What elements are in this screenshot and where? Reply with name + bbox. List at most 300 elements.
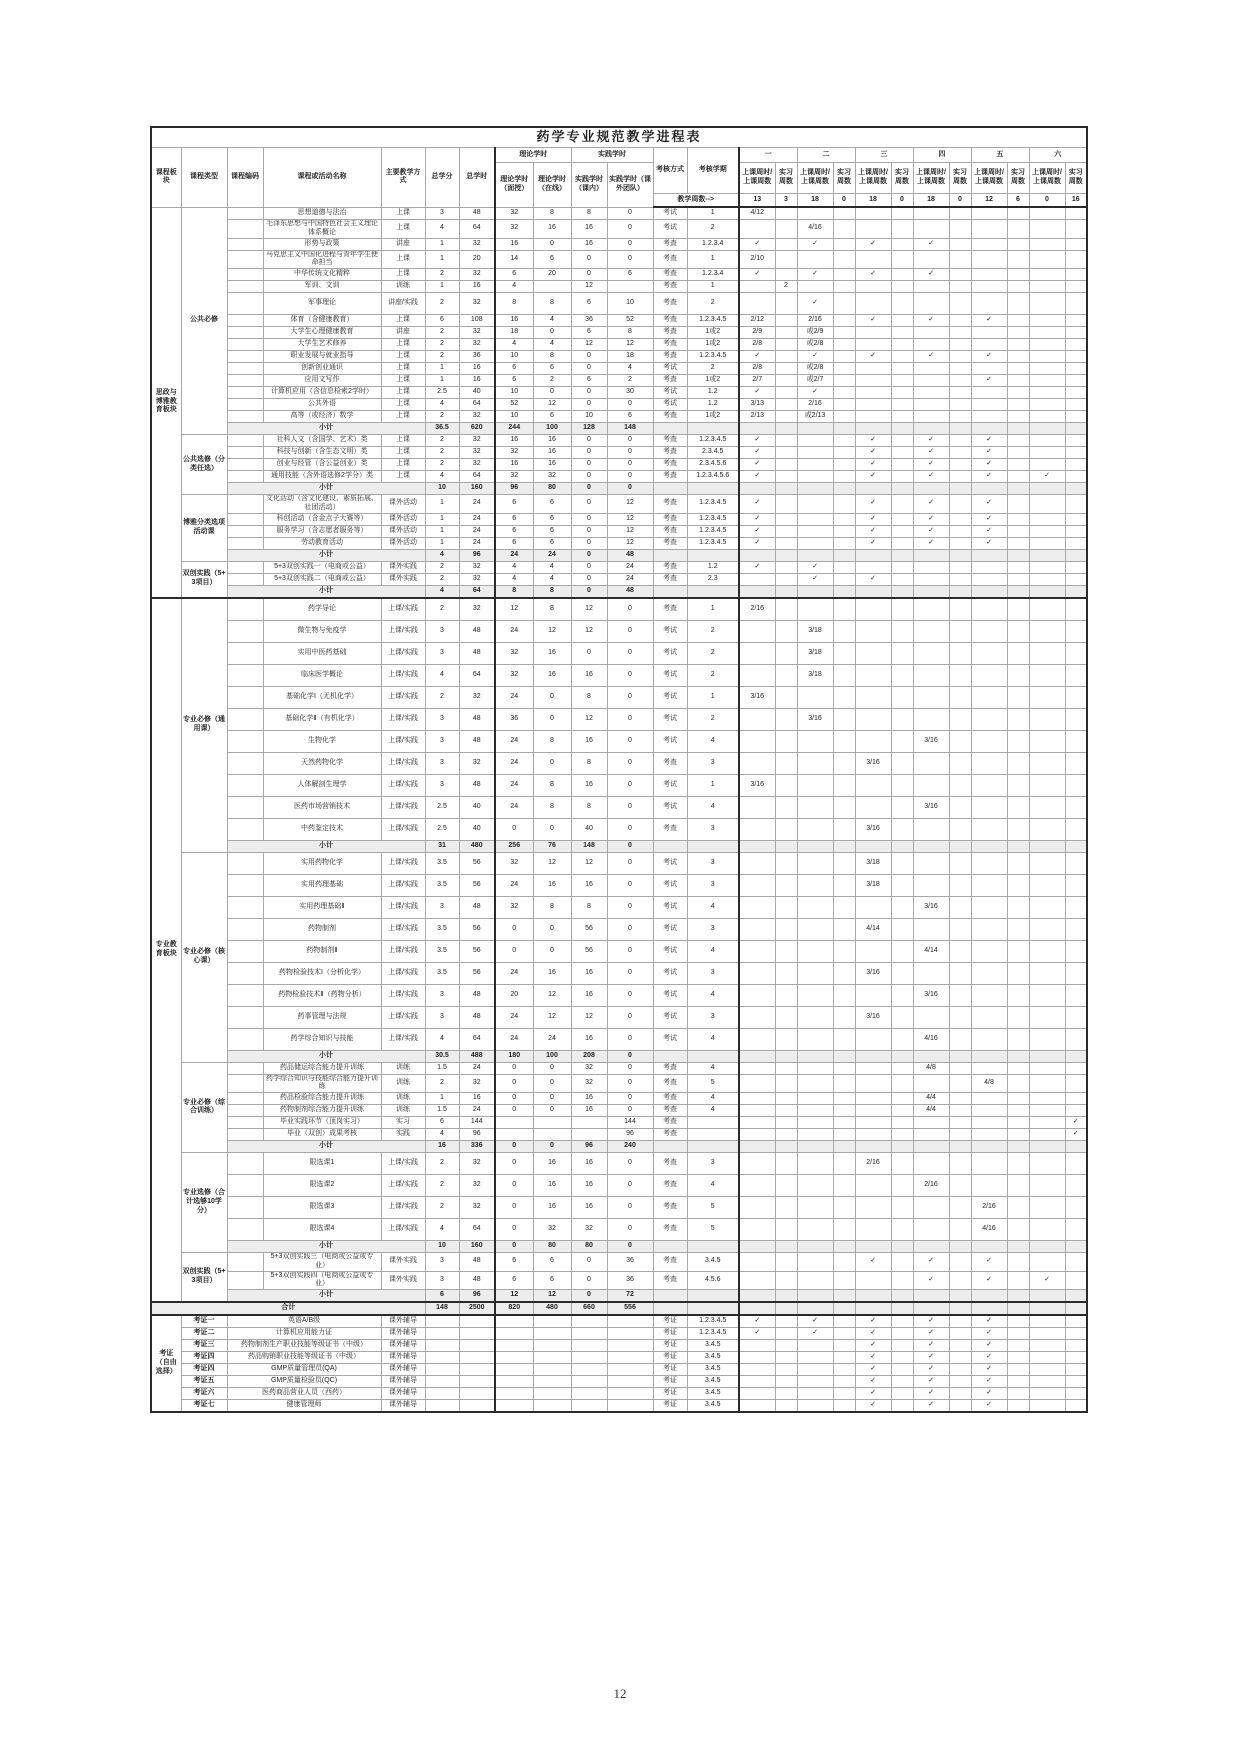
- course-code-cell: [227, 351, 263, 363]
- hours-detail-cell: 16: [533, 220, 571, 239]
- credit-cell: 3: [425, 752, 459, 774]
- hours-detail-cell: 12: [571, 620, 607, 642]
- sem-class-cell: [739, 664, 775, 686]
- cert-row: [151, 1376, 1087, 1388]
- hours-cell: 16: [459, 363, 495, 375]
- hours-detail-cell: 52: [495, 399, 533, 411]
- hours-detail-cell: 16: [571, 1028, 607, 1050]
- type-cell: 公共选修（分类任选）: [181, 435, 227, 495]
- sem-intern-cell: [891, 598, 913, 621]
- sem-intern-cell: [1065, 1141, 1087, 1153]
- hours-detail-cell: 0: [607, 1093, 653, 1105]
- sem-intern-cell: [949, 730, 971, 752]
- sem-intern-cell: [833, 387, 855, 399]
- sem-intern-cell: [891, 585, 913, 598]
- cert-row: [151, 1400, 1087, 1413]
- sem-class-cell: [1029, 220, 1065, 239]
- hours-detail-cell: 72: [607, 1290, 653, 1303]
- method-cell: 课外辅导: [381, 1376, 425, 1388]
- subcol-intern-weeks-6: 实习周数: [1065, 163, 1087, 194]
- assess-cell: 考查: [653, 1105, 687, 1117]
- sem-class-cell: 或2/7: [797, 375, 833, 387]
- hours-detail-cell: 244: [495, 423, 533, 435]
- hours-cell: [459, 1340, 495, 1352]
- assess-cell: 考查: [653, 525, 687, 537]
- schedule-table-wrapper: [150, 126, 1088, 1413]
- sem-class-cell: [855, 411, 891, 423]
- course-row: [151, 774, 1087, 796]
- sem-intern-cell: [949, 1129, 971, 1141]
- sem-intern-cell: [833, 1050, 855, 1062]
- type-cell: 专业选修（合计选够10学分）: [181, 1153, 227, 1253]
- credit-cell: 1.5: [425, 1062, 459, 1074]
- assess-cell: 考试: [653, 962, 687, 984]
- assess-cell: [653, 585, 687, 598]
- sem-class-cell: [739, 642, 775, 664]
- credit-cell: 1: [425, 513, 459, 525]
- sem-intern-cell: [833, 1006, 855, 1028]
- hours-detail-cell: 56: [571, 918, 607, 940]
- course-code-cell: [227, 686, 263, 708]
- hours-cell: 2500: [459, 1302, 495, 1315]
- subtotal-label: 小计: [227, 1290, 425, 1303]
- sem-class-cell: [1029, 327, 1065, 339]
- sem-class-cell: [739, 1253, 775, 1272]
- hours-detail-cell: 0: [571, 483, 607, 495]
- sem-intern-cell: [949, 1376, 971, 1388]
- course-name: 5+3双创实践一（电商或公益）: [263, 561, 381, 573]
- term-cell: 4: [687, 1093, 739, 1105]
- assess-cell: 考证: [653, 1352, 687, 1364]
- sem-intern-cell: [833, 1129, 855, 1141]
- course-code-cell: [227, 1062, 263, 1074]
- hours-detail-cell: 0: [533, 686, 571, 708]
- course-code-cell: [227, 664, 263, 686]
- check-icon: ✓: [971, 459, 1007, 471]
- sem-intern-cell: [949, 238, 971, 250]
- sem-intern-cell: [1007, 269, 1029, 281]
- hours-cell: 56: [459, 874, 495, 896]
- col-header-theory-f2f: 理论学时（面授）: [495, 163, 533, 208]
- sem-intern-cell: [833, 1117, 855, 1129]
- sem-class-cell: [797, 1153, 833, 1175]
- type-cell: 双创实践（5+3项目）: [181, 561, 227, 598]
- credit-cell: 6: [425, 1290, 459, 1303]
- sem-class-cell: [1029, 620, 1065, 642]
- sem-class-cell: [913, 585, 949, 598]
- sem-intern-cell: [891, 1117, 913, 1129]
- term-cell: 2: [687, 220, 739, 239]
- sem-class-cell: [739, 1388, 775, 1400]
- sem-class-cell: [797, 250, 833, 269]
- cert-type-cell: 考证二: [181, 1328, 227, 1340]
- sem-intern-cell: [949, 852, 971, 874]
- sem-class-cell: [1029, 984, 1065, 1006]
- hours-detail-cell: 208: [571, 1050, 607, 1062]
- hours-detail-cell: 16: [533, 1153, 571, 1175]
- course-row: [151, 1105, 1087, 1117]
- course-code-cell: [227, 435, 263, 447]
- sem-class-cell: [1029, 250, 1065, 269]
- hours-detail-cell: 16: [571, 774, 607, 796]
- sem-class-cell: 2/16: [971, 1197, 1007, 1219]
- check-icon: ✓: [797, 1315, 833, 1328]
- col-header-type: 课程类型: [181, 148, 227, 208]
- course-row: [151, 238, 1087, 250]
- sem-class-cell: [1029, 1302, 1065, 1315]
- hours-detail-cell: 24: [607, 561, 653, 573]
- sem-class-cell: 2/9: [739, 327, 775, 339]
- sem-intern-cell: [1065, 1050, 1087, 1062]
- method-cell: 上课: [381, 363, 425, 375]
- sem-class-cell: [855, 664, 891, 686]
- type-cell: 专业必修（核心课）: [181, 852, 227, 1062]
- course-row: [151, 1153, 1087, 1175]
- assess-cell: 考查: [653, 1271, 687, 1290]
- hours-detail-cell: 24: [495, 962, 533, 984]
- hours-cell: 32: [459, 1175, 495, 1197]
- sem-intern-cell: [949, 752, 971, 774]
- course-row: [151, 537, 1087, 549]
- sem-class-cell: [1029, 896, 1065, 918]
- course-name: 药物检验技术Ⅱ（药物分析）: [263, 984, 381, 1006]
- sem-class-cell: [855, 1074, 891, 1093]
- sem-intern-cell: [833, 327, 855, 339]
- hours-detail-cell: 0: [495, 1062, 533, 1074]
- sem-class-cell: [739, 796, 775, 818]
- course-code-cell: [227, 387, 263, 399]
- sem-intern-cell: [1065, 549, 1087, 561]
- sem-class-cell: [913, 207, 949, 220]
- sem-intern-cell: [1065, 447, 1087, 459]
- term-cell: [687, 549, 739, 561]
- check-icon: ✓: [739, 495, 775, 514]
- sem-intern-cell: [891, 537, 913, 549]
- subcol-intern-weeks-1: 实习周数: [775, 163, 797, 194]
- sem-intern-cell: [775, 423, 797, 435]
- method-cell: 课外实践: [381, 561, 425, 573]
- sem-class-cell: [797, 1093, 833, 1105]
- hours-detail-cell: 32: [495, 642, 533, 664]
- sem-class-cell: [797, 686, 833, 708]
- sem-intern-cell: [775, 962, 797, 984]
- hours-detail-cell: 4: [495, 339, 533, 351]
- sem-intern-cell: [891, 411, 913, 423]
- hours-detail-cell: [533, 1328, 571, 1340]
- sem-class-cell: [739, 818, 775, 840]
- sem-class-cell: [739, 840, 775, 852]
- sem-intern-cell: [1065, 1175, 1087, 1197]
- sem-intern-cell: [833, 796, 855, 818]
- sem-intern-cell: [949, 387, 971, 399]
- hours-cell: [459, 1400, 495, 1413]
- hours-detail-cell: 0: [607, 774, 653, 796]
- sem-intern-cell: [775, 483, 797, 495]
- course-row: [151, 896, 1087, 918]
- hours-detail-cell: 12: [533, 620, 571, 642]
- sem-class-cell: [913, 363, 949, 375]
- check-icon: ✓: [855, 1328, 891, 1340]
- check-icon: ✓: [739, 525, 775, 537]
- check-icon: ✓: [913, 495, 949, 514]
- sem-intern-cell: [949, 363, 971, 375]
- hours-detail-cell: 6: [533, 363, 571, 375]
- course-row: [151, 471, 1087, 483]
- assess-cell: 考查: [653, 327, 687, 339]
- hours-cell: 32: [459, 238, 495, 250]
- sem-intern-cell: [833, 752, 855, 774]
- credit-cell: 1: [425, 375, 459, 387]
- method-cell: 上课/实践: [381, 620, 425, 642]
- subcol-class-weeks-6: 上课周时/上课周数: [1029, 163, 1065, 194]
- sem-intern-cell: [891, 327, 913, 339]
- credit-cell: 3.5: [425, 918, 459, 940]
- hours-detail-cell: 30: [607, 387, 653, 399]
- sem-intern-cell: [949, 686, 971, 708]
- sem-class-cell: [1029, 269, 1065, 281]
- sem-intern-cell: [1007, 1129, 1029, 1141]
- hours-detail-cell: 0: [571, 363, 607, 375]
- sem-intern-cell: [1065, 423, 1087, 435]
- cert-type-cell: 考证四: [181, 1352, 227, 1364]
- credit-cell: 1: [425, 238, 459, 250]
- cert-name: GMP质量检验员(QC): [227, 1376, 381, 1388]
- sem-intern-cell: [775, 840, 797, 852]
- sem-class-cell: 或2/9: [797, 327, 833, 339]
- method-cell: 上课/实践: [381, 852, 425, 874]
- method-cell: 训练: [381, 1062, 425, 1074]
- assess-cell: 考试: [653, 896, 687, 918]
- sem-class-cell: [797, 1129, 833, 1141]
- course-code-cell: [227, 238, 263, 250]
- term-cell: 1或2: [687, 411, 739, 423]
- hours-detail-cell: 0: [533, 1141, 571, 1153]
- assess-cell: [653, 1302, 687, 1315]
- sem-intern-cell: [891, 1062, 913, 1074]
- course-row: [151, 1253, 1087, 1272]
- assess-cell: 考查: [653, 513, 687, 525]
- hours-detail-cell: 10: [571, 411, 607, 423]
- method-cell: 实习: [381, 1117, 425, 1129]
- sem-class-cell: [913, 1006, 949, 1028]
- hours-detail-cell: 32: [495, 207, 533, 220]
- sem-intern-cell: [891, 293, 913, 315]
- hours-detail-cell: [607, 1364, 653, 1376]
- hours-detail-cell: 0: [607, 1074, 653, 1093]
- course-code-cell: [227, 818, 263, 840]
- hours-detail-cell: 12: [533, 1290, 571, 1303]
- sem-class-cell: [797, 513, 833, 525]
- check-icon: ✓: [797, 269, 833, 281]
- sem-class-cell: [739, 1175, 775, 1197]
- check-icon: ✓: [913, 459, 949, 471]
- sem-class-cell: [971, 1028, 1007, 1050]
- sem-intern-cell: [949, 423, 971, 435]
- sem-intern-cell: [833, 1197, 855, 1219]
- type-cell: 专业必修（综合训练）: [181, 1062, 227, 1153]
- sem-class-cell: [971, 411, 1007, 423]
- sem-class-cell: [855, 642, 891, 664]
- term-cell: [687, 1241, 739, 1253]
- sem-class-cell: [797, 1388, 833, 1400]
- course-code-cell: [227, 573, 263, 585]
- hours-detail-cell: 4: [533, 315, 571, 327]
- course-code-cell: [227, 774, 263, 796]
- sem-class-cell: 3/16: [797, 708, 833, 730]
- credit-cell: 3.5: [425, 874, 459, 896]
- credit-cell: 2: [425, 1153, 459, 1175]
- sem-intern-cell: [949, 1141, 971, 1153]
- sem-intern-cell: [833, 1340, 855, 1352]
- check-icon: ✓: [739, 513, 775, 525]
- sem-intern-cell: [775, 220, 797, 239]
- hours-detail-cell: 0: [495, 1105, 533, 1117]
- sem-intern-cell: [775, 620, 797, 642]
- subtotal-label: 小计: [227, 483, 425, 495]
- sem-class-cell: [855, 1290, 891, 1303]
- sem-intern-cell: [833, 1388, 855, 1400]
- hours-detail-cell: 12: [607, 495, 653, 514]
- credit-cell: 4: [425, 1219, 459, 1241]
- assess-cell: [653, 840, 687, 852]
- assess-cell: 考查: [653, 351, 687, 363]
- sem-intern-cell: [775, 1105, 797, 1117]
- sem-intern-cell: [1065, 1388, 1087, 1400]
- method-cell: 课外活动: [381, 537, 425, 549]
- sem-class-cell: [913, 561, 949, 573]
- check-icon: ✓: [797, 387, 833, 399]
- hours-cell: 32: [459, 459, 495, 471]
- hours-detail-cell: 0: [607, 1028, 653, 1050]
- credit-cell: 10: [425, 1241, 459, 1253]
- course-row: [151, 561, 1087, 573]
- hours-detail-cell: 76: [533, 840, 571, 852]
- course-name: 高等（或经济）数学: [263, 411, 381, 423]
- sem-class-cell: [855, 207, 891, 220]
- check-icon: ✓: [855, 1376, 891, 1388]
- sem-class-cell: [739, 1302, 775, 1315]
- sem-class-cell: [971, 573, 1007, 585]
- sem-intern-cell: [1065, 1093, 1087, 1105]
- sem-intern-cell: [1007, 207, 1029, 220]
- course-row: [151, 620, 1087, 642]
- sem-intern-cell: [1007, 573, 1029, 585]
- check-icon: ✓: [855, 269, 891, 281]
- course-name: 毕业（双创）成果考核: [263, 1129, 381, 1141]
- sem-intern-cell: [1007, 351, 1029, 363]
- sem-intern-cell: [775, 774, 797, 796]
- sem-intern-cell: [949, 281, 971, 293]
- sem-intern-cell: [891, 818, 913, 840]
- sem-intern-cell: [1007, 1290, 1029, 1303]
- sem-intern-cell: [833, 363, 855, 375]
- cert-type-cell: 考证四: [181, 1364, 227, 1376]
- hours-detail-cell: 0: [495, 1074, 533, 1093]
- sem-intern-cell: [1007, 387, 1029, 399]
- sem-class-cell: [913, 1290, 949, 1303]
- credit-cell: 3.5: [425, 940, 459, 962]
- sem-class-cell: [971, 250, 1007, 269]
- sem-class-cell: [913, 620, 949, 642]
- group-header-practice: 实践学时: [571, 148, 653, 163]
- check-icon: ✓: [855, 573, 891, 585]
- sem-class-cell: 或2/13: [797, 411, 833, 423]
- sem-class-cell: [855, 339, 891, 351]
- sem-class-cell: [913, 1117, 949, 1129]
- sem-class-cell: [913, 423, 949, 435]
- check-icon: ✓: [971, 525, 1007, 537]
- hours-detail-cell: 12: [533, 852, 571, 874]
- subtotal-row: [151, 1241, 1087, 1253]
- credit-cell: 2: [425, 573, 459, 585]
- sem-class-cell: [855, 708, 891, 730]
- sem-intern-cell: [891, 1093, 913, 1105]
- sem-intern-cell: [1007, 896, 1029, 918]
- hours-cell: 32: [459, 573, 495, 585]
- sem-intern-cell: [949, 962, 971, 984]
- type-cell: 专业必修（通用课）: [181, 598, 227, 853]
- course-row: [151, 327, 1087, 339]
- hours-detail-cell: 128: [571, 423, 607, 435]
- check-icon: ✓: [855, 447, 891, 459]
- sem-intern-cell: [1007, 1105, 1029, 1117]
- title-row: [151, 127, 1087, 148]
- sem-intern-cell: [1065, 315, 1087, 327]
- sem-class-cell: [1029, 1219, 1065, 1241]
- sem-class-cell: 3/18: [855, 874, 891, 896]
- hours-detail-cell: 8: [495, 585, 533, 598]
- sem-class-cell: [1029, 375, 1065, 387]
- method-cell: 上课: [381, 220, 425, 239]
- hours-detail-cell: 32: [571, 1062, 607, 1074]
- sem-class-cell: [1029, 752, 1065, 774]
- sem-intern-cell: [891, 1006, 913, 1028]
- sem-intern-cell: [833, 293, 855, 315]
- check-icon: ✓: [739, 447, 775, 459]
- sem-intern-cell: [775, 459, 797, 471]
- check-icon: ✓: [913, 1388, 949, 1400]
- sem-intern-cell: [1007, 1340, 1029, 1352]
- course-code-cell: [227, 1197, 263, 1219]
- check-icon: ✓: [913, 1253, 949, 1272]
- term-cell: 4: [687, 1105, 739, 1117]
- hours-detail-cell: [533, 1400, 571, 1413]
- hours-detail-cell: 0: [533, 1105, 571, 1117]
- check-icon: ✓: [971, 351, 1007, 363]
- hours-detail-cell: 0: [607, 664, 653, 686]
- course-name: 文化活动（含文化建设、素质拓展、社团活动）: [263, 495, 381, 514]
- credit-cell: 1: [425, 525, 459, 537]
- check-icon: ✓: [797, 351, 833, 363]
- sem-class-cell: 3/16: [855, 1006, 891, 1028]
- hours-detail-cell: 0: [607, 852, 653, 874]
- term-cell: [687, 1129, 739, 1141]
- sem-intern-cell: [833, 1062, 855, 1074]
- sem-class-cell: [1029, 774, 1065, 796]
- hours-detail-cell: 0: [495, 818, 533, 840]
- hours-detail-cell: [495, 1376, 533, 1388]
- hours-detail-cell: 20: [495, 984, 533, 1006]
- sem-class-cell: [739, 918, 775, 940]
- sem-class-cell: [797, 1117, 833, 1129]
- hours-detail-cell: 256: [495, 840, 533, 852]
- cert-name: 药物制剂生产职业技能等级证书（中级）: [227, 1340, 381, 1352]
- hours-detail-cell: 0: [607, 1175, 653, 1197]
- sem-intern-cell: [1007, 1028, 1029, 1050]
- credit-cell: 2.5: [425, 818, 459, 840]
- sem-class-cell: [739, 1117, 775, 1129]
- hours-cell: 48: [459, 708, 495, 730]
